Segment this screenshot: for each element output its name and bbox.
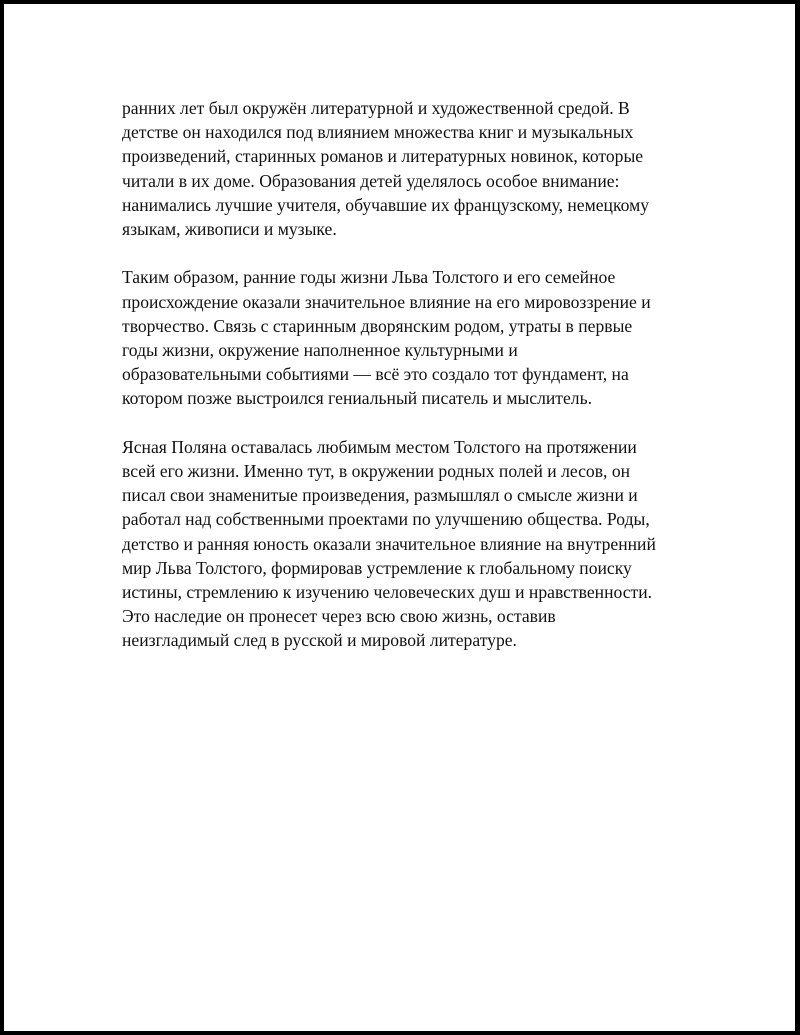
paragraph-2: Таким образом, ранние годы жизни Льва Толстого и его семейное происхождение оказали значительное влияние на его мировоззрение и творчество. Связь с старинным дворянским родом, утраты в первые годы жизни, окружение наполненное культурными и образовательными событиями — всё это создало тот фундамент, на котором позже выстроился гениальный писатель и мыслитель. [122, 267, 651, 409]
paragraph-3: Ясная Поляна оставалась любимым местом Толстого на протяжении всей его жизни. Именно тут, в окружении родных полей и лесов, он писал свои знаменитые произведения, размышлял о смысле жизни и работал над собственными проектами по улучшению общества. Роды, детство и ранняя юность оказали значительное влияние на внутренний мир Льва Толстого, формировав устремление к глобальному поиску истины, стремлению к изучению человеческих душ и нравственности. Это наследие он пронесет через всю свою жизнь, оставив неизгладимый след в русской и мировой литературе. [122, 436, 656, 651]
paragraph-1: ранних лет был окружён литературной и художественной средой. В детстве он находился под влиянием множества книг и музыкальных произведений, старинных романов и литературных новинок, которые читали в их доме. Образования детей уделялось особое внимание: нанимались лучшие учителя, обучавшие их французскому, немецкому языкам, живописи и музыке. [122, 98, 650, 240]
document-body [122, 96, 722, 677]
